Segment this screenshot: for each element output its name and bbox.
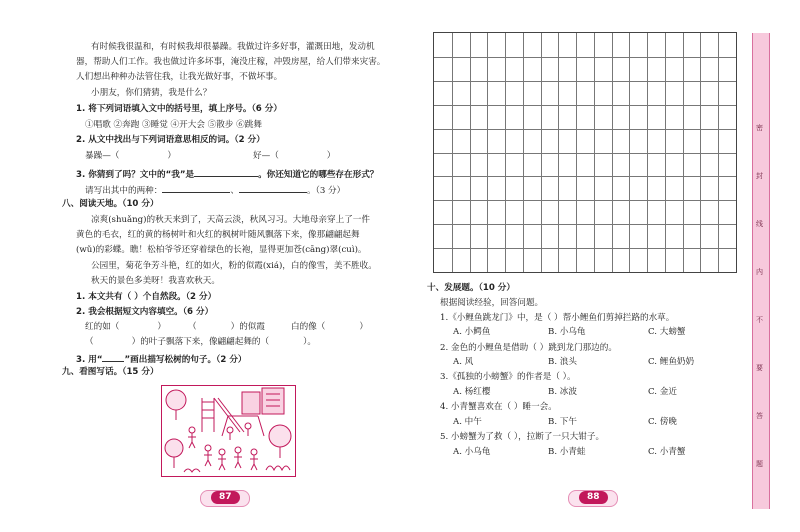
q2-blank-a[interactable] — [85, 151, 176, 162]
s8-q2-fill-line — [85, 322, 368, 333]
passage2-line: 黄色的毛衣，红的黄的杨树叶和火红的枫树叶随风飘落下来，像那翩翩起舞 — [76, 230, 360, 240]
q3-line2-b: 、 — [230, 186, 239, 196]
passage2-line: 公园里，菊花争芳斗艳，红的如火，粉的似霞(xiá)，白的像雪，美不胜收。 — [91, 261, 377, 271]
s8-q2-part: 红的如（ — [85, 322, 120, 332]
seal-char: 答 — [756, 412, 763, 420]
s8-question-1: 1. 本文共有（ ）个自然段。（2 分） — [76, 292, 217, 302]
passage2-line: (wǔ)的彩蝶。瞧！松柏爷爷还穿着绿色的长袍，显得更加苍(cāng)翠(cuì)。 — [76, 245, 367, 255]
q10-1-option-c[interactable]: C. 大螃蟹 — [648, 327, 686, 337]
playground-illustration — [162, 386, 295, 476]
s8-question-2: 2. 我会根据短文内容填空。（6 分） — [76, 307, 214, 317]
section-10-title: 十、发展题。（10 分） — [427, 283, 515, 293]
grid-row-line — [434, 153, 736, 154]
seal-char: 不 — [756, 316, 763, 324]
q10-4-stem: 4. 小青蟹喜欢在（ ）睡一会。 — [440, 402, 557, 412]
question-3-line1 — [76, 167, 378, 181]
passage-line: 器，帮助人们工作。我也做过许多坏事，淹没庄稼，冲毁房屋，给人们带来灾害。 — [76, 57, 386, 67]
q3-form-blank-1[interactable] — [162, 183, 230, 193]
q10-5-option-b[interactable]: B. 小青蛙 — [548, 447, 586, 457]
q3-form-blank-2[interactable] — [239, 183, 307, 193]
writing-grid[interactable] — [433, 32, 737, 273]
q10-5-stem: 5. 小螃蟹为了救（ ），拉断了一只大钳子。 — [440, 432, 605, 442]
q10-3-option-c[interactable]: C. 金近 — [648, 387, 677, 397]
q10-1-option-a[interactable]: A. 小鳄鱼 — [453, 327, 491, 337]
s8-q2-part: （ — [188, 322, 197, 332]
section-8-title: 八、阅读天地。（10 分） — [62, 199, 159, 209]
grid-row-line — [434, 129, 736, 130]
question-1: 1. 将下列词语填入文中的括号里，填上序号。（6 分） — [76, 104, 282, 114]
q10-4-option-c[interactable]: C. 傍晚 — [648, 417, 677, 427]
s8-q3-text-a: 3. 用“ — [76, 355, 103, 365]
grid-row-line — [434, 81, 736, 82]
section-10-instruction: 根据阅读经验，回答问题。 — [440, 298, 544, 308]
grid-row-line — [434, 224, 736, 225]
q10-4-option-b[interactable]: B. 下午 — [548, 417, 577, 427]
grid-row-line — [434, 176, 736, 177]
s8-q2-part: ）的似霞 — [230, 322, 265, 332]
s8-q2-part: ）的叶子飘落下来，像翩翩起舞的（ — [131, 337, 270, 347]
q2-word-b: 好—（ — [253, 151, 279, 161]
s8-q2-fill-line-2 — [85, 337, 316, 348]
q3-text-b: 。你还知道它的哪些存在形式？ — [258, 170, 379, 180]
section-9-title: 九、看图写话。（15 分） — [62, 367, 159, 377]
grid-row-line — [434, 248, 736, 249]
passage2-line: 凉爽(shuǎng)的秋天来到了，天高云淡，秋风习习。大地母亲穿上了一件 — [91, 215, 370, 225]
s8-q3-text-b: ”画出描写松树的句子。（2 分） — [124, 355, 247, 365]
seal-char: 密 — [756, 124, 763, 132]
s8-q2-part: （ — [85, 337, 94, 347]
q10-2-stem: 2. 金色的小鲤鱼是借助（ ）跳到龙门那边的。 — [440, 343, 617, 353]
q3-line2-a: 请写出其中的两种： — [85, 186, 163, 196]
q10-2-option-b[interactable]: B. 浪头 — [548, 357, 577, 367]
s8-q2-part: ） — [359, 322, 368, 332]
question-3-line2 — [85, 183, 345, 197]
passage-line: 人们想出种种办法管住我，让我光做好事，不做坏事。 — [76, 72, 283, 82]
s8-q2-part: ） — [157, 322, 166, 332]
q10-3-stem: 3.《孤独的小螃蟹》的作者是（ ）。 — [440, 372, 576, 382]
q2-close-b: ） — [326, 151, 336, 161]
q10-2-option-a[interactable]: A. 风 — [453, 357, 474, 367]
q3-line2-c: 。（3 分） — [306, 186, 346, 196]
wavy-line-sample — [102, 352, 124, 362]
s8-q2-part: 白的像（ — [291, 322, 326, 332]
passage2-line: 秋天的景色多美呀！我喜欢秋天。 — [91, 276, 220, 286]
page-number-left: 87 — [211, 491, 240, 504]
playground-picture — [161, 385, 296, 477]
grid-row-line — [434, 105, 736, 106]
seal-line-strip — [752, 33, 770, 509]
q10-3-option-a[interactable]: A. 杨红樱 — [453, 387, 491, 397]
q10-4-option-a[interactable]: A. 中午 — [453, 417, 482, 427]
s8-question-3 — [76, 352, 247, 366]
q2-close-a: ） — [167, 151, 176, 161]
q10-1-stem: 1.《小鲤鱼跳龙门》中，是（ ）帮小鲤鱼们剪掉拦路的水草。 — [440, 313, 675, 323]
seal-char: 题 — [756, 460, 763, 468]
seal-char: 内 — [756, 268, 763, 276]
seal-char: 要 — [756, 364, 763, 372]
question-2: 2. 从文中找出与下列词语意思相反的词。（2 分） — [76, 135, 265, 145]
passage-line: 有时候我很温和，有时候我却很暴躁。我做过许多好事，灌溉田地，发动机 — [91, 42, 375, 52]
q10-3-option-b[interactable]: B. 冰波 — [548, 387, 577, 397]
grid-row-line — [434, 57, 736, 58]
q2-blank-b[interactable] — [253, 151, 335, 162]
q2-word-a: 暴躁—（ — [85, 151, 120, 161]
q10-2-option-c[interactable]: C. 鲤鱼奶奶 — [648, 357, 695, 367]
seal-char: 封 — [756, 172, 763, 180]
seal-char: 线 — [756, 220, 763, 228]
q10-1-option-b[interactable]: B. 小乌龟 — [548, 327, 586, 337]
q10-5-option-a[interactable]: A. 小乌龟 — [453, 447, 491, 457]
passage-line: 小朋友，你们猜猜，我是什么？ — [91, 88, 212, 98]
q10-5-option-c[interactable]: C. 小青蟹 — [648, 447, 686, 457]
s8-q2-part: ）。 — [303, 337, 317, 347]
grid-row-line — [434, 200, 736, 201]
question-1-options: ①唱歌 ②奔跑 ③睡觉 ④开大会 ⑤散步 ⑥跳舞 — [85, 120, 262, 130]
q3-answer-blank[interactable] — [194, 167, 258, 177]
page-number-right: 88 — [579, 491, 608, 504]
q3-text-a: 3. 你猜到了吗？文中的“我”是 — [76, 170, 195, 180]
